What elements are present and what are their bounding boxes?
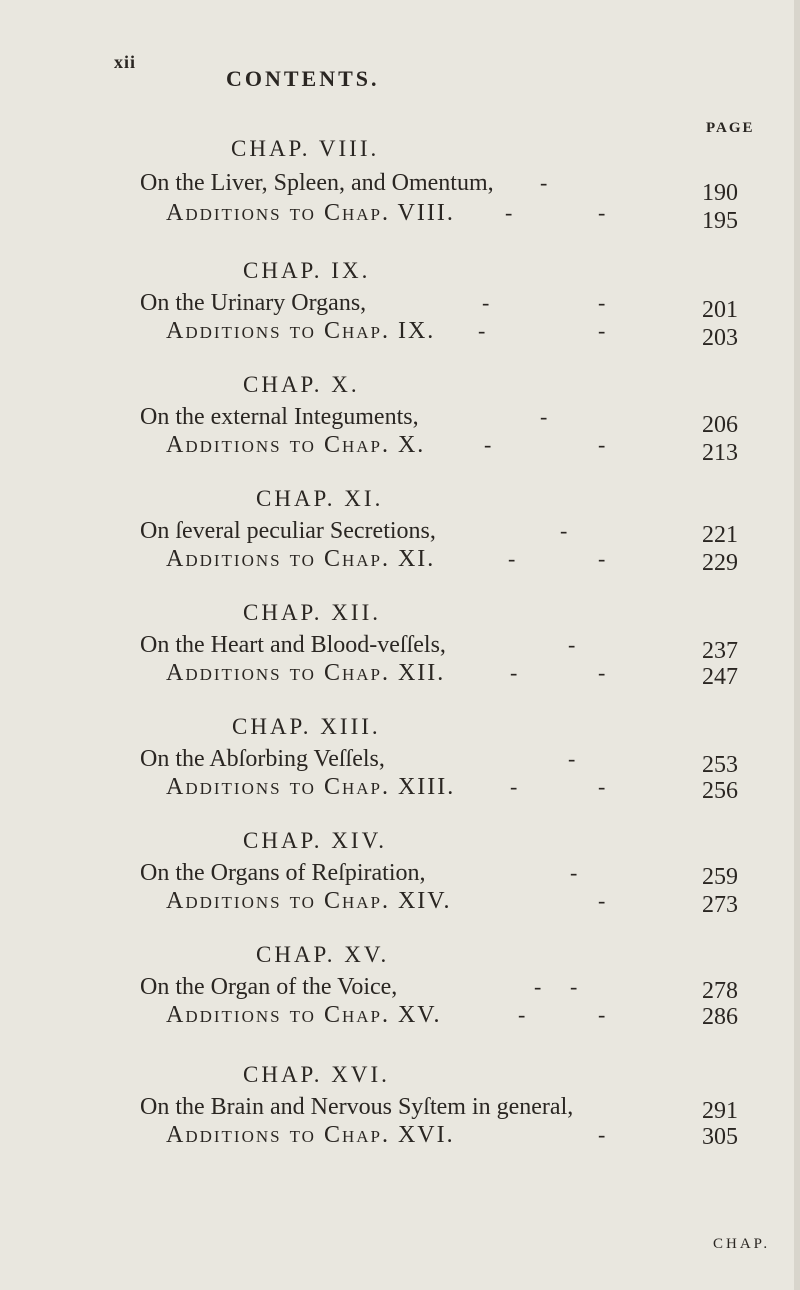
page-number: 273 [702, 892, 738, 918]
chapter-heading: CHAP. XVI. [243, 1062, 390, 1087]
leader-dash: - [598, 1002, 606, 1027]
leader-dash: - [570, 974, 578, 999]
leader-dash: - [510, 774, 518, 799]
toc-entry-additions: Additions to Chap. IX. [166, 318, 436, 344]
leader-dash: - [598, 318, 606, 343]
chapter-heading: CHAP. XIII. [232, 714, 381, 739]
toc-entry: On ſeveral peculiar Secretions, [140, 518, 436, 544]
page-number: 201 [702, 297, 738, 323]
leader-dash: - [540, 404, 548, 429]
toc-entry: On the Heart and Blood-veſſels, [140, 632, 446, 658]
page-folio: xii [114, 52, 137, 72]
page-number: 203 [702, 325, 738, 351]
page-number: 256 [702, 778, 738, 804]
toc-entry-additions: Additions to Chap. XIV. [166, 888, 452, 914]
leader-dash: - [560, 518, 568, 543]
toc-entry: On the Brain and Nervous Syſtem in general, [140, 1094, 574, 1120]
page-number: 305 [702, 1124, 738, 1150]
page-column-label: PAGE [706, 120, 755, 136]
page-edge [794, 0, 800, 1290]
chapter-heading: CHAP. XII. [243, 600, 381, 625]
chapter-heading: CHAP. VIII. [231, 136, 380, 161]
leader-dash: - [598, 432, 606, 457]
chapter-heading: CHAP. XV. [256, 942, 390, 967]
toc-entry: On the Organs of Reſpiration, [140, 860, 426, 886]
leader-dash: - [482, 290, 490, 315]
toc-entry-additions: Additions to Chap. XV. [166, 1002, 442, 1028]
toc-entry: On the Abſorbing Veſſels, [140, 746, 385, 772]
toc-entry-additions: Additions to Chap. X. [166, 432, 426, 458]
page-number: 195 [702, 208, 738, 234]
leader-dash: - [568, 746, 576, 771]
leader-dash: - [598, 290, 606, 315]
catchword: CHAP. [713, 1236, 771, 1252]
page-number: 278 [702, 978, 738, 1004]
leader-dash: - [508, 546, 516, 571]
page-number: 259 [702, 864, 738, 890]
leader-dash: - [598, 774, 606, 799]
toc-entry-additions: Additions to Chap. XI. [166, 546, 436, 572]
page-number: 291 [702, 1098, 738, 1124]
page-number: 286 [702, 1004, 738, 1030]
toc-entry-additions: Additions to Chap. XVI. [166, 1122, 455, 1148]
running-head: CONTENTS. [226, 66, 380, 91]
leader-dash: - [598, 888, 606, 913]
toc-entry: On the Organ of the Voice, [140, 974, 398, 1000]
toc-entry: On the external Integuments, [140, 404, 419, 430]
chapter-heading: CHAP. IX. [243, 258, 371, 283]
chapter-heading: CHAP. XI. [256, 486, 384, 511]
toc-entry: On the Urinary Organs, [140, 290, 367, 316]
leader-dash: - [518, 1002, 526, 1027]
page-number: 190 [702, 180, 738, 206]
leader-dash: - [598, 546, 606, 571]
leader-dash: - [598, 200, 606, 225]
chapter-heading: CHAP. XIV. [243, 828, 387, 853]
page-number: 206 [702, 412, 738, 438]
chapter-heading: CHAP. X. [243, 372, 360, 397]
toc-entry-additions: Additions to Chap. VIII. [166, 200, 455, 226]
toc-entry-additions: Additions to Chap. XII. [166, 660, 446, 686]
leader-dash: - [505, 200, 513, 225]
leader-dash: - [598, 1122, 606, 1147]
page-number: 213 [702, 440, 738, 466]
page-number: 221 [702, 522, 738, 548]
leader-dash: - [478, 318, 486, 343]
leader-dash: - [484, 432, 492, 457]
leader-dash: - [510, 660, 518, 685]
leader-dash: - [598, 660, 606, 685]
toc-entry: On the Liver, Spleen, and Omentum, [140, 170, 494, 196]
page-number: 237 [702, 638, 738, 664]
leader-dash: - [534, 974, 542, 999]
leader-dash: - [540, 170, 548, 195]
page-number: 247 [702, 664, 738, 690]
leader-dash: - [568, 632, 576, 657]
toc-entry-additions: Additions to Chap. XIII. [166, 774, 456, 800]
page-number: 229 [702, 550, 738, 576]
leader-dash: - [570, 860, 578, 885]
page-number: 253 [702, 752, 738, 778]
